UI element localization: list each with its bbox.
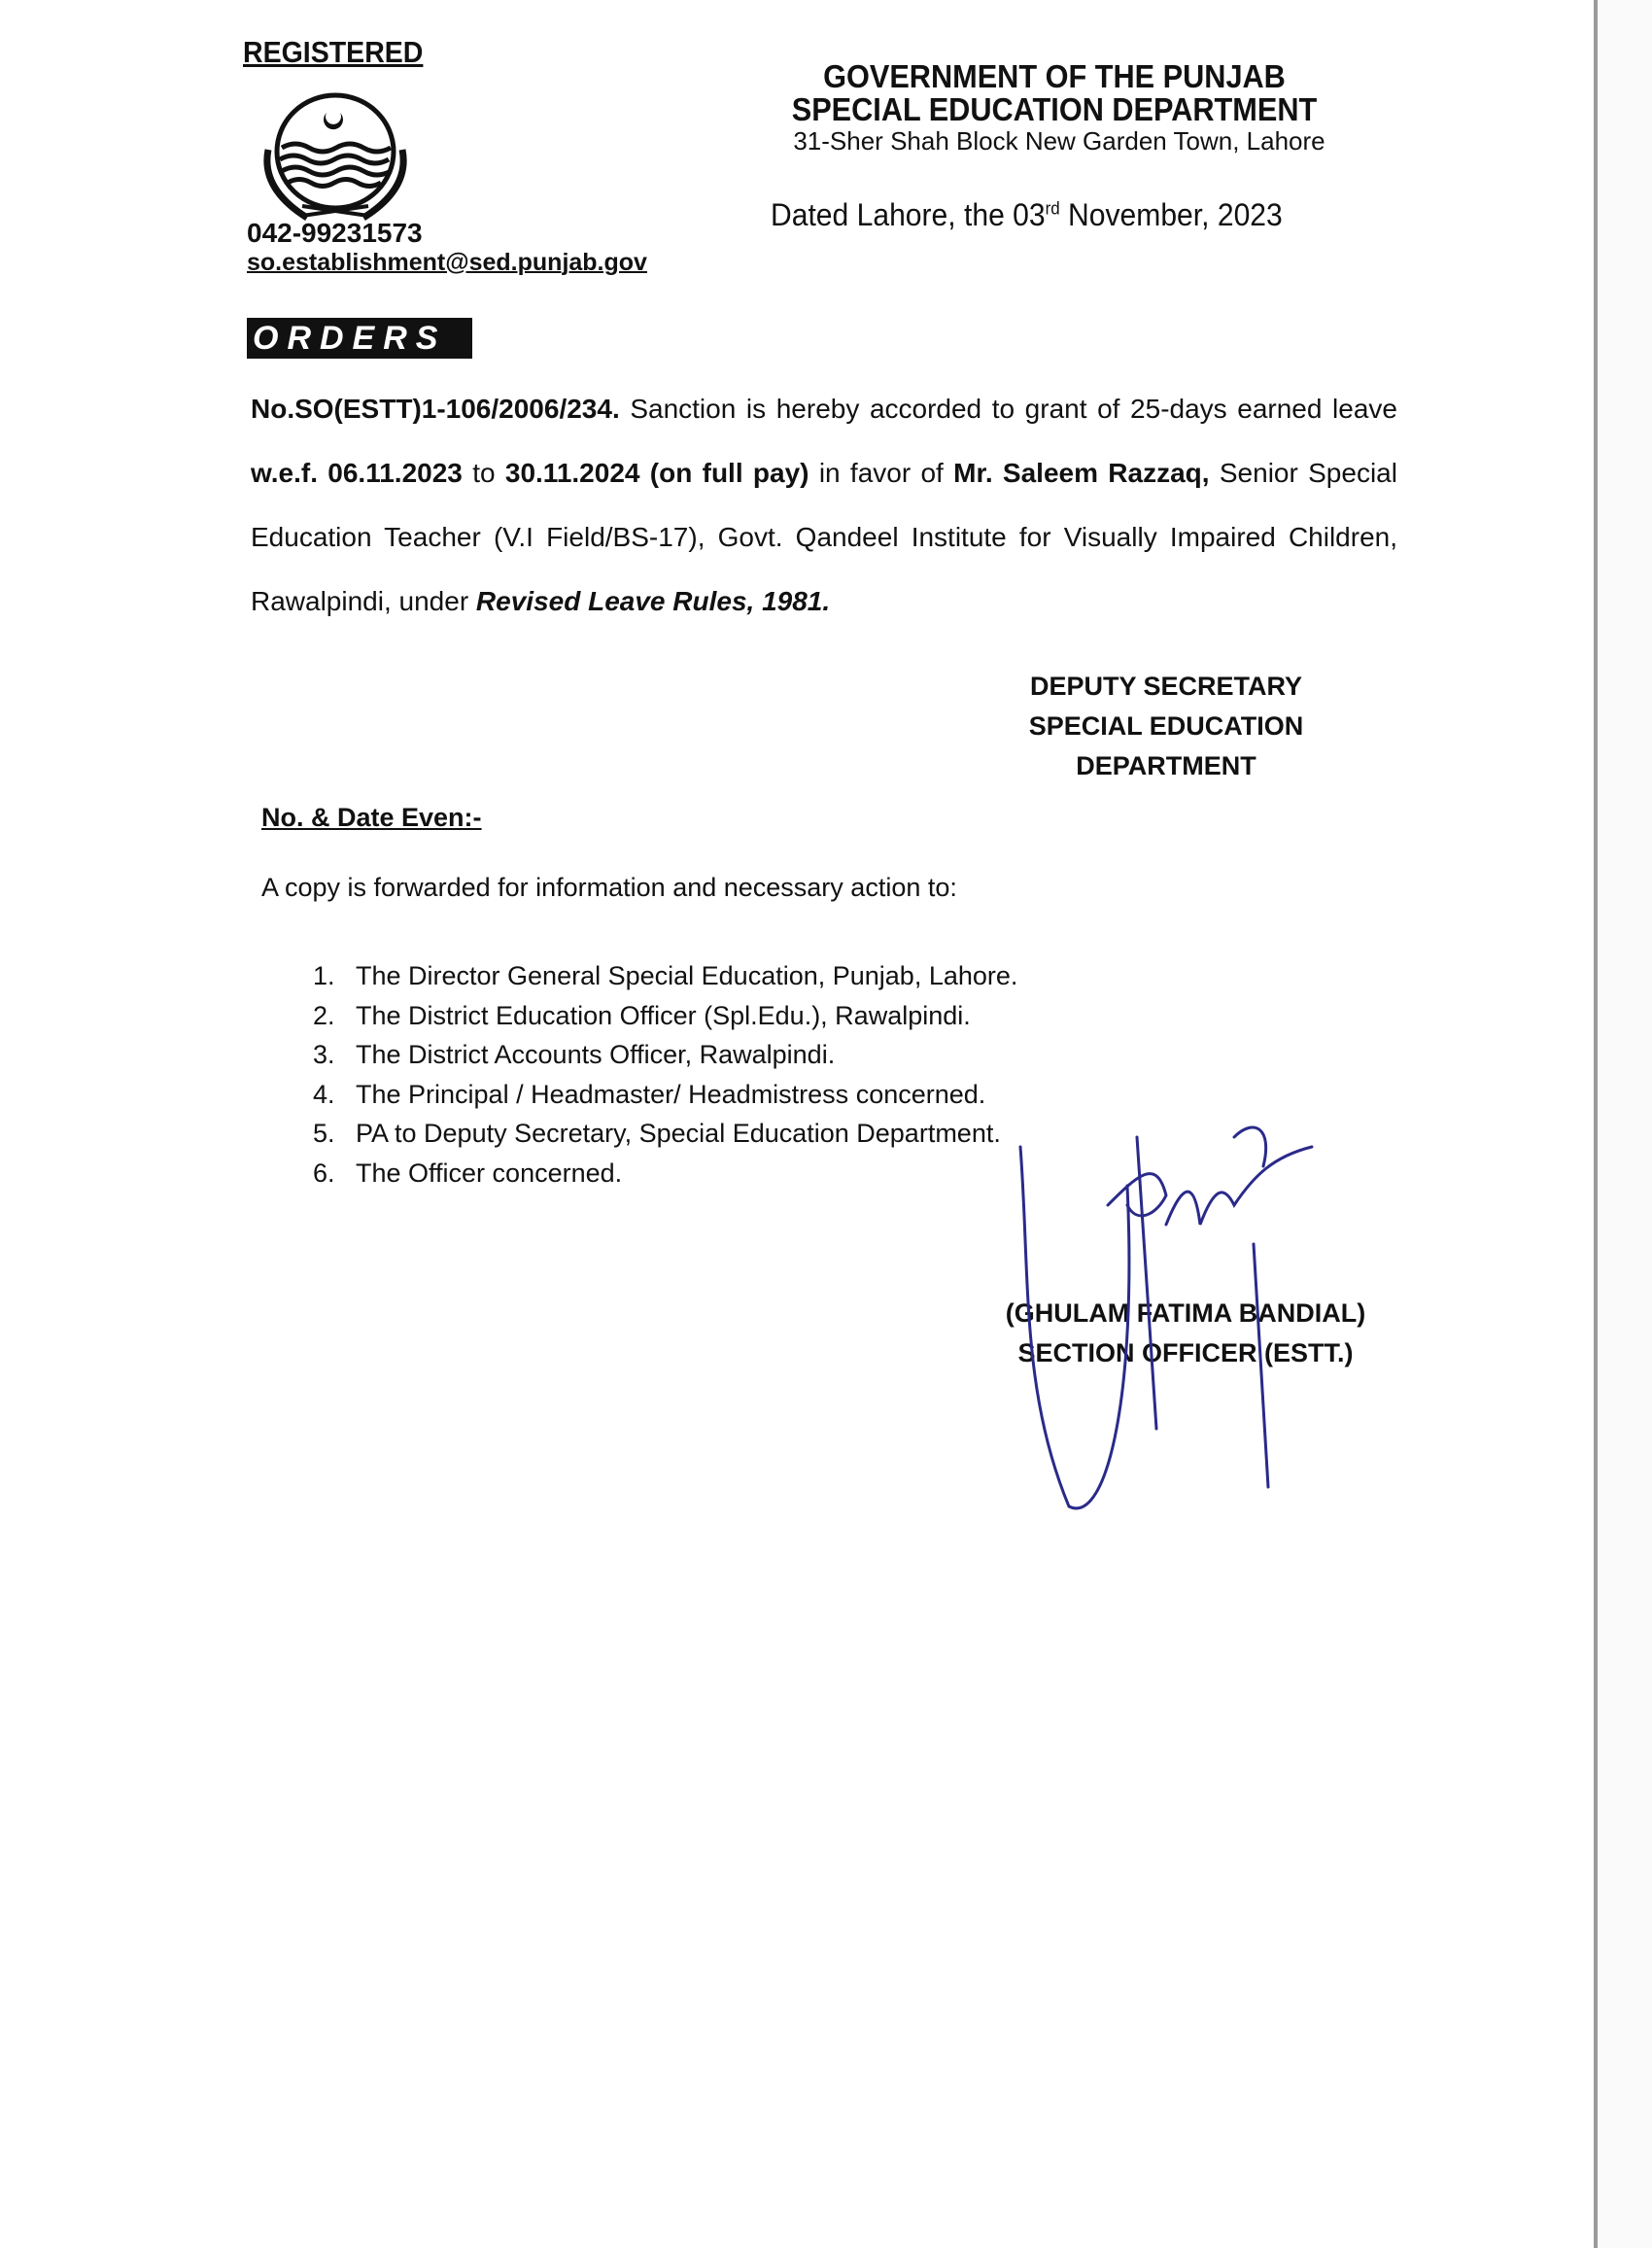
page-margin: [1598, 0, 1652, 2248]
list-item: [313, 996, 1017, 1036]
dated-prefix: Dated Lahore, the 03: [771, 197, 1046, 232]
authority-line: DEPUTY SECRETARY: [1029, 672, 1303, 701]
handwritten-signature: [991, 1098, 1380, 1536]
punjab-government-emblem-icon: [249, 91, 422, 225]
order-paragraph: [251, 377, 1397, 634]
signatory-designation: SECTION OFFICER (ESTT.): [1017, 1338, 1354, 1367]
reference-number: No.SO(ESTT)1-106/2006/234.: [251, 394, 620, 424]
list-item: [313, 1154, 1017, 1193]
list-text: The Principal / Headmaster/ Headmistress concerned.: [356, 1079, 986, 1109]
list-number: 1.: [313, 961, 335, 990]
list-item: [313, 956, 1017, 996]
leave-rules: Revised Leave Rules, 1981.: [475, 586, 831, 616]
list-item: [313, 1114, 1017, 1154]
government-title: GOVERNMENT OF THE PUNJAB: [823, 58, 1286, 94]
dated-sup: rd: [1045, 198, 1060, 219]
order-text: to: [462, 458, 505, 488]
dated-line: [771, 197, 1283, 233]
department-title: SPECIAL EDUCATION DEPARTMENT: [791, 91, 1318, 127]
distribution-list: [313, 956, 1017, 1193]
list-number: 2.: [313, 1000, 335, 1030]
list-text: The Director General Special Education, Punjab, Lahore.: [356, 961, 1018, 990]
list-number: 4.: [313, 1079, 335, 1109]
list-text: PA to Deputy Secretary, Special Education Department.: [356, 1119, 1001, 1148]
department-address: 31-Sher Shah Block New Garden Town, Lahore: [793, 126, 1325, 156]
list-text: The Officer concerned.: [356, 1158, 623, 1188]
phone-number: 042-99231573: [247, 218, 423, 248]
copy-intro: A copy is forwarded for information and necessary action to:: [261, 873, 957, 902]
list-number: 5.: [313, 1119, 335, 1148]
email-address: so.establishment@sed.punjab.gov: [247, 249, 647, 276]
order-text: Senior Special Education Teacher (V.I Field/BS-17), Govt. Qandeel Institute for Visually Impaired Children, Rawalpindi, under: [251, 458, 1397, 616]
employee-name: Mr. Saleem Razzaq,: [953, 458, 1210, 488]
list-text: The District Education Officer (Spl.Edu.), Rawalpindi.: [356, 1000, 971, 1030]
list-item: [313, 1075, 1017, 1115]
dated-suffix: November, 2023: [1059, 197, 1283, 232]
list-number: 3.: [313, 1040, 335, 1069]
authority-block: [972, 667, 1360, 786]
registered-label: REGISTERED: [243, 35, 424, 69]
orders-heading: ORDERS: [247, 318, 472, 359]
leave-end-date: 30.11.2024 (on full pay): [504, 458, 809, 488]
leave-start-date: w.e.f. 06.11.2023: [251, 458, 463, 488]
authority-line: SPECIAL EDUCATION: [1028, 711, 1304, 741]
order-text: Sanction is hereby accorded to grant of 25-days earned leave: [619, 394, 1397, 424]
list-item: [313, 1035, 1017, 1075]
order-text: in favor of: [809, 458, 954, 488]
list-number: 6.: [313, 1158, 335, 1188]
list-text: The District Accounts Officer, Rawalpindi.: [356, 1040, 836, 1069]
copy-heading: No. & Date Even:-: [261, 803, 482, 832]
authority-line: DEPARTMENT: [1076, 751, 1256, 780]
signatory-name: (GHULAM FATIMA BANDIAL): [1005, 1298, 1366, 1328]
page-edge: [1594, 0, 1598, 2248]
